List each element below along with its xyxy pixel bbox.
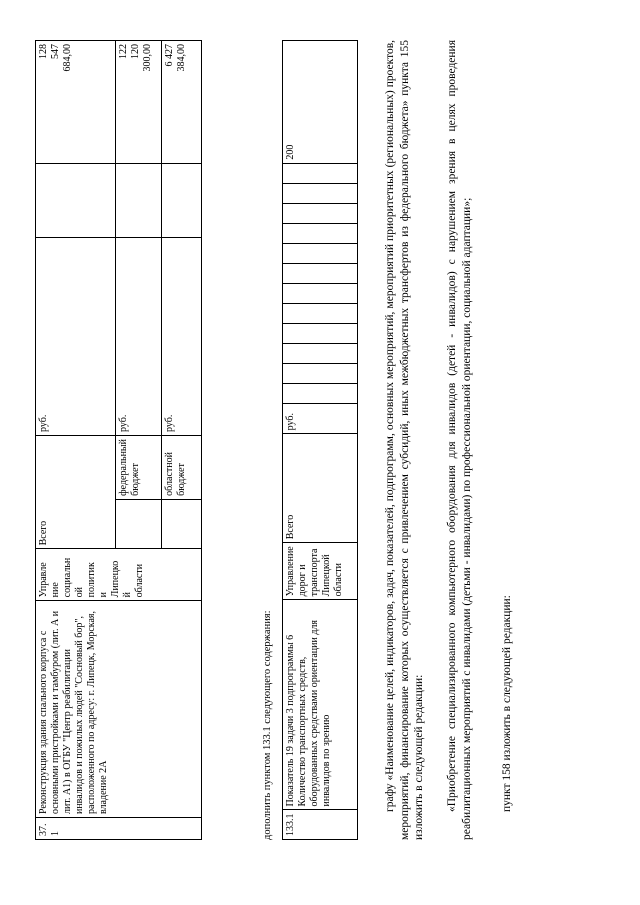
funding-label-regional: областной бюджет — [162, 436, 202, 500]
empty-year-columns — [36, 164, 116, 237]
value-total: 128 547 684,00 — [36, 41, 116, 164]
table-item-133-1 — [282, 40, 358, 840]
value-federal: 122 120 300,00 — [116, 41, 162, 164]
responsible-organization: Управление дорог и транспорта Липецкой области — [283, 543, 358, 600]
unit-total: руб. — [283, 404, 358, 434]
funding-label-total: Всего — [36, 436, 116, 549]
item-number: 37. 1 — [36, 818, 202, 840]
value-regional: 6 427 384,00 — [162, 41, 202, 164]
indicator-value: 200 — [283, 41, 358, 164]
unit-total: руб. — [36, 237, 116, 435]
funding-label-federal: федеральный бюджет — [116, 436, 162, 500]
unit-regional: руб. — [162, 237, 202, 435]
paragraph-column-name: графу «Наименование целей, индикаторов, задач, показателей, подпрограмм, основных мероприятий, мероприятий приоритетных (региональных) проектов, мероприятий, финансирование которых осуществляется с привлечением субсидий, иных межбюджетных трансфертов из федерального бюджета» пункта 155 изложить в следующей редакции: — [384, 40, 425, 840]
unit-federal: руб. — [116, 237, 162, 435]
indicator-name: Показатель 19 задачи 3 подпрограммы 6 Количество транспортных средств, оборудованных средствами ориентации для инвалидов по зрению — [283, 600, 358, 810]
item-number: 133.1 — [283, 810, 358, 840]
item-name: Реконструкция здания спального корпуса с основными пристройками и тамбуром (лит. А и лит. А1) в ОГБУ "Центр реабилитации инвалидов и пожилых людей "Сосновый бор", расположенного по адресу: г. Липецк, Морская, владение 2А — [36, 601, 202, 818]
amendment-note: дополнить пунктом 133.1 следующего содержания: — [262, 610, 273, 840]
paragraph-item-158: пункт 158 изложить в следующей редакции: — [501, 595, 513, 812]
table-item-37-1 — [35, 40, 202, 840]
funding-label-total: Всего — [283, 434, 358, 543]
responsible-organization: Управле ние социальн ой политик и Липецко й области — [36, 549, 202, 601]
paragraph-new-wording: «Приобретение специализированного компьютерного оборудования для инвалидов (детей - инвалидов) с нарушением зрения в целях проведения реабилитационных мероприятий с инвалидами (детьми - инвалидами) по профессиональной ориентации, социальной адаптации»; — [446, 40, 473, 840]
empty-year-columns — [283, 163, 358, 404]
